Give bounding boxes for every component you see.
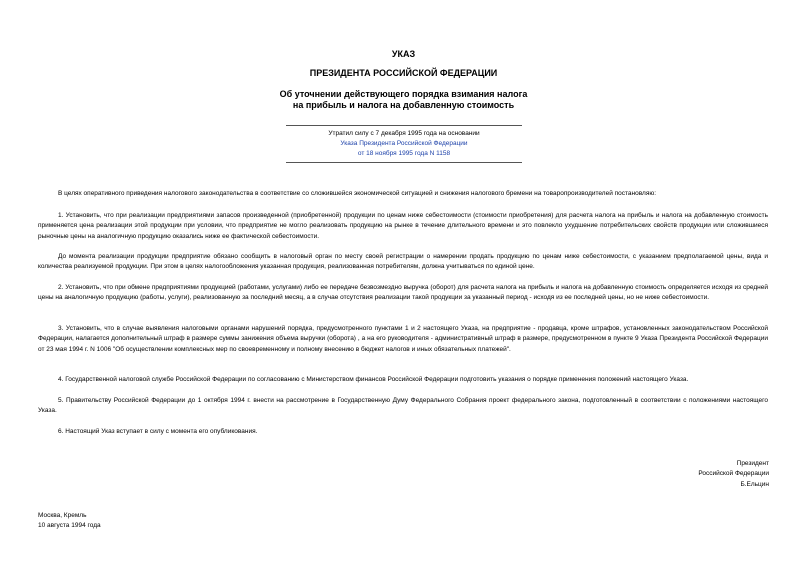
document-type-heading: УКАЗ — [391, 49, 416, 59]
document-title-line-1: Об уточнении действующего порядка взимания налога — [279, 89, 528, 99]
paragraph-6: 6. Настоящий Указ вступает в силу с момента его опубликования. — [58, 428, 258, 435]
paragraph-1-continued: До момента реализации продукции предприятие обязано сообщить в налоговый орган по месту своей регистрации о намерении продать продукцию по ценам ниже себестоимости, с указанием предполагаемой цены, вида и количества реализуемой продукции. При этом в целях налогообложения указанная продукция, реализованная потребителям, должна учитываться по единой цене. — [38, 253, 768, 271]
signatory-name: Б.Ельцин — [740, 480, 769, 488]
preamble-paragraph: В целях оперативного приведения налогового законодательства в соответствие со сложившейся экономической ситуацией и снижения налогового бремени на товаропроизводителей постановляю: — [58, 190, 657, 197]
signature-title: Президент — [736, 460, 769, 467]
signature-title-2: Российской Федерации — [698, 470, 769, 478]
signing-place: Москва, Кремль — [38, 512, 87, 519]
document-title-line-2: на прибыль и налога на добавленную стоимость — [292, 100, 515, 110]
signature-block — [698, 459, 769, 490]
paragraph-4: 4. Государственной налоговой службе Российской Федерации по согласованию с Министерством финансов Российской Федерации подготовить указания о порядке применения положений настоящего Указа. — [58, 376, 689, 383]
paragraph-5: 5. Правительству Российской Федерации до 1 октября 1994 г. внести на рассмотрение в Государственную Думу Федерального Собрания проект федерального закона, подготовленный в соответствии с положениями настоящего Указа. — [38, 397, 768, 415]
paragraph-2: 2. Установить, что при обмене предприятиями продукцией (работами, услугами) либо ее передаче безвозмездно выручка (оборот) для расчета налога на прибыль и налога на добавленную стоимость определяется исходя из средней цены на аналогичную продукцию (работы, услуги), реализованную за последний месяц, а в случае отсутствия реализации такой продукции за указанный период - исходя из ее последней цены, но не ниже себестоимости. — [38, 284, 768, 302]
paragraph-3: 3. Установить, что в случае выявления налоговыми органами нарушений порядка, предусмотренного пунктами 1 и 2 настоящего Указа, на предприятие - продавца, кроме штрафов, установленных законодательством Российской Федерации, налагается дополнительный штраф в размере суммы занижения объема выручки (оборота) , а на его руководителя - административный штраф в размере, предусмотренном в пункте 9 Указа Президента Российской Федерации от 23 мая 1994 г. N 1006 "Об осуществлении комплексных мер по своевременному и полному внесению в бюджет налогов и иных обязательных платежей". — [38, 325, 768, 353]
status-decree-date-link[interactable]: от 18 ноября 1995 года N 1158 — [357, 150, 451, 157]
paragraph-1: 1. Установить, что при реализации предприятиями запасов произведенной (приобретенной) продукции по ценам ниже себестоимости (стоимости приобретения) для расчета налога на прибыль и налога на добавленную стоимость применяется цена реализации этой продукции при условии, что предприятие не могло реализовать продукцию на рынке в течение длительного времени и это повлекло ухудшение потребительских свойств продукции или сложившиеся рыночные цены на аналогичную продукцию оказались ниже ее фактической себестоимости. — [38, 212, 768, 240]
legal-status-note — [286, 125, 522, 163]
status-decree-link[interactable]: Указа Президента Российской Федерации — [340, 140, 468, 147]
status-line-1: Утратил силу с 7 декабря 1995 года на основании — [328, 130, 480, 137]
signing-date: 10 августа 1994 года — [38, 522, 101, 530]
place-and-date — [38, 511, 101, 532]
issuer-heading: ПРЕЗИДЕНТА РОССИЙСКОЙ ФЕДЕРАЦИИ — [309, 68, 498, 78]
document-title — [0, 89, 807, 111]
